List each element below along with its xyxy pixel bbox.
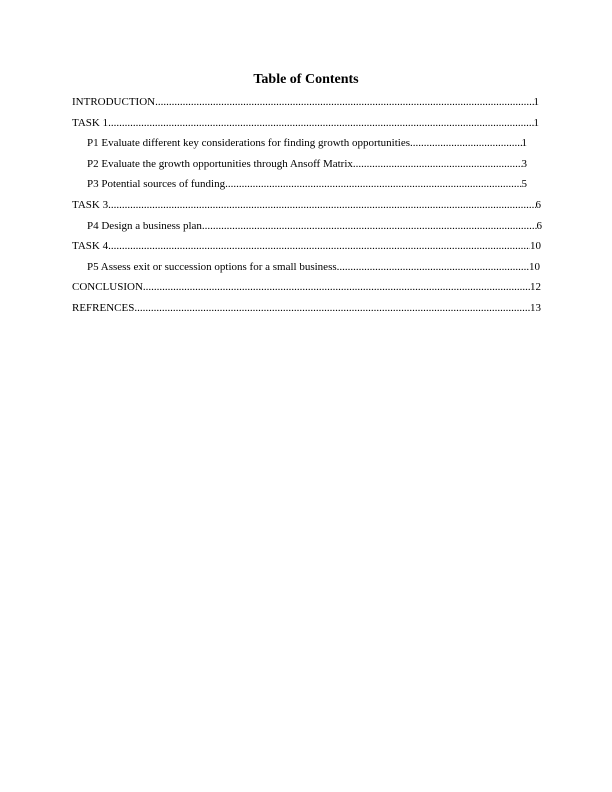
toc-dot-leader [108,116,533,130]
toc-entry-page-number: 10 [530,240,541,253]
toc-entry-p4[interactable] [72,219,542,240]
toc-entry-label: P4 Design a business plan [87,219,202,232]
toc-dot-leader [337,260,529,274]
toc-entry-page-number: 5 [521,178,527,191]
toc-entry-task-3[interactable] [72,198,541,219]
toc-entry-p5[interactable] [72,260,540,281]
toc-entry-label: REFRENCES [72,301,135,314]
toc-entry-label: P3 Potential sources of funding [87,178,226,191]
toc-entry-page-number: 6 [535,198,541,211]
toc-entry-task-4[interactable] [72,239,541,260]
toc-entry-p3[interactable] [72,177,527,198]
toc-list [72,95,542,322]
toc-entry-page-number: 13 [530,301,541,314]
toc-entry-task-1[interactable] [72,116,539,137]
toc-entry-label: CONCLUSION [72,281,143,294]
toc-dot-leader [155,95,533,109]
toc-title: Table of Contents [253,72,359,87]
toc-entry-page-number: 1 [521,137,527,150]
toc-entry-p1[interactable] [72,136,527,157]
toc-dot-leader [108,198,535,212]
toc-entry-page-number: 3 [521,157,527,170]
toc-entry-page-number: 6 [536,219,542,232]
toc-dot-leader [353,157,522,171]
toc-entry-references[interactable] [72,301,541,322]
toc-entry-label: TASK 1 [72,116,109,129]
toc-entry-label: P1 Evaluate different key considerations for finding growth opportunities [87,137,411,150]
toc-entry-label: INTRODUCTION [72,96,156,108]
toc-dot-leader [202,219,537,233]
toc-dot-leader [108,239,530,253]
toc-dot-leader [225,177,521,191]
toc-entry-page-number: 1 [533,96,539,108]
toc-dot-leader [143,280,530,294]
toc-entry-label: P5 Assess exit or succession options for a small business [87,260,337,273]
toc-entry-label: TASK 3 [72,198,109,211]
toc-entry-introduction[interactable] [72,95,539,116]
toc-entry-page-number: 10 [529,260,540,273]
toc-dot-leader [410,136,521,150]
toc-entry-conclusion[interactable] [72,280,541,301]
toc-entry-page-number: 12 [530,281,541,294]
toc-entry-page-number: 1 [533,116,539,129]
toc-entry-p2[interactable] [72,157,527,178]
toc-dot-leader [134,301,530,315]
toc-entry-label: P2 Evaluate the growth opportunities through Ansoff Matrix [87,157,353,170]
toc-entry-label: TASK 4 [72,240,109,253]
